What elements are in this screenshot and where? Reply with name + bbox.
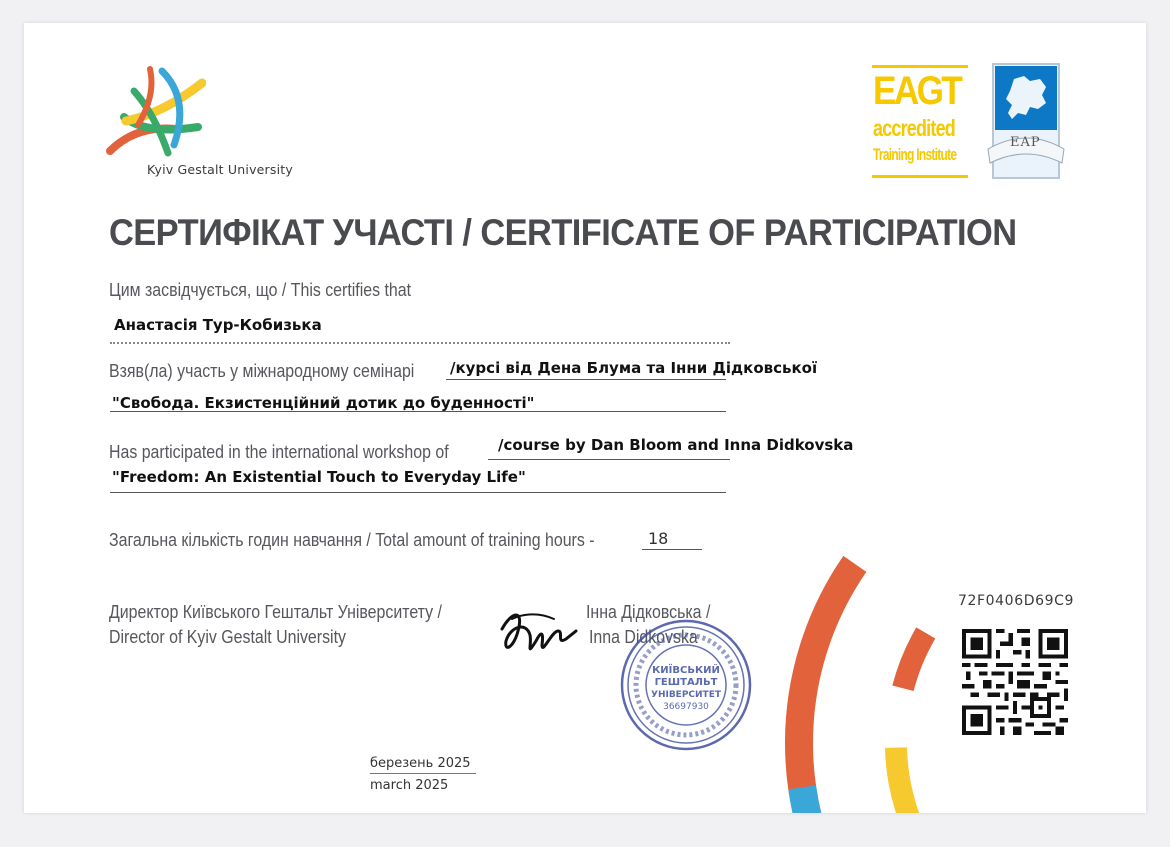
course-ua-underline xyxy=(446,379,726,380)
kgu-logo-icon xyxy=(106,65,206,161)
eap-badge xyxy=(992,63,1060,177)
eagt-badge xyxy=(872,65,968,178)
arc-orange-outer xyxy=(799,428,1146,813)
date-en: march 2025 xyxy=(370,778,449,793)
workshop-title-ua: "Свобода. Екзистенційний дотик до буденності" xyxy=(112,394,535,412)
workshop-en-underline xyxy=(110,492,726,493)
arc-yellow-outer xyxy=(799,428,1146,813)
svg-text:КИЇВСЬКИЙ: КИЇВСЬКИЙ xyxy=(652,665,720,676)
workshop-ua-underline xyxy=(110,411,726,412)
eagt-subtitle: accredited xyxy=(873,115,955,141)
hours-underline xyxy=(642,549,702,550)
name-underline xyxy=(110,342,730,344)
signatory-name-en: Inna Didkovska xyxy=(589,626,698,647)
europe-map-icon xyxy=(1000,73,1052,127)
verification-code: 72F0406D69C9 xyxy=(958,593,1074,609)
university-name: Kyiv Gestalt University xyxy=(147,162,293,177)
qr-code-icon[interactable] xyxy=(962,629,1068,735)
hours-label: Загальна кількість годин навчання / Total amount of training hours - xyxy=(109,529,595,550)
arc-blue-outer xyxy=(799,428,1146,813)
signature-icon xyxy=(496,601,582,663)
hours-value: 18 xyxy=(648,529,669,548)
certificate-page xyxy=(24,23,1146,813)
date-underline xyxy=(370,773,476,774)
eagt-title: EAGT xyxy=(873,69,961,113)
participant-name: Анастасія Тур-Кобизька xyxy=(114,316,322,334)
director-role-ua: Директор Київського Гештальт Університету / xyxy=(109,601,442,622)
official-stamp-icon xyxy=(618,617,754,753)
svg-text:36697930: 36697930 xyxy=(663,702,709,712)
workshop-title-en: "Freedom: An Existential Touch to Everyday Life" xyxy=(112,468,526,486)
signatory-name-ua: Інна Дідковська / xyxy=(586,601,711,622)
date-ua: березень 2025 xyxy=(370,756,471,771)
svg-text:ГЕШТАЛЬТ: ГЕШТАЛЬТ xyxy=(654,677,718,688)
director-role-en: Director of Kyiv Gestalt University xyxy=(109,626,346,647)
svg-text:УНІВЕРСИТЕТ: УНІВЕРСИТЕТ xyxy=(651,690,721,700)
course-en-underline xyxy=(488,459,730,460)
course-by-ua: /курсі від Дена Блума та Інни Дідковської xyxy=(450,359,818,377)
participated-en-label: Has participated in the international workshop of xyxy=(109,441,449,462)
course-by-en: /course by Dan Bloom and Inna Didkovska xyxy=(498,436,854,454)
certifies-label: Цим засвідчується, що / This certifies that xyxy=(109,279,412,300)
eap-label: EAP xyxy=(1010,135,1041,150)
participated-ua-label: Взяв(ла) участь у міжнародному семінарі xyxy=(109,360,415,381)
certificate-title: СЕРТИФІКАТ УЧАСТІ / CERTIFICATE OF PARTICIPATION xyxy=(109,212,1017,253)
eagt-caption: Training Institute xyxy=(873,145,957,164)
